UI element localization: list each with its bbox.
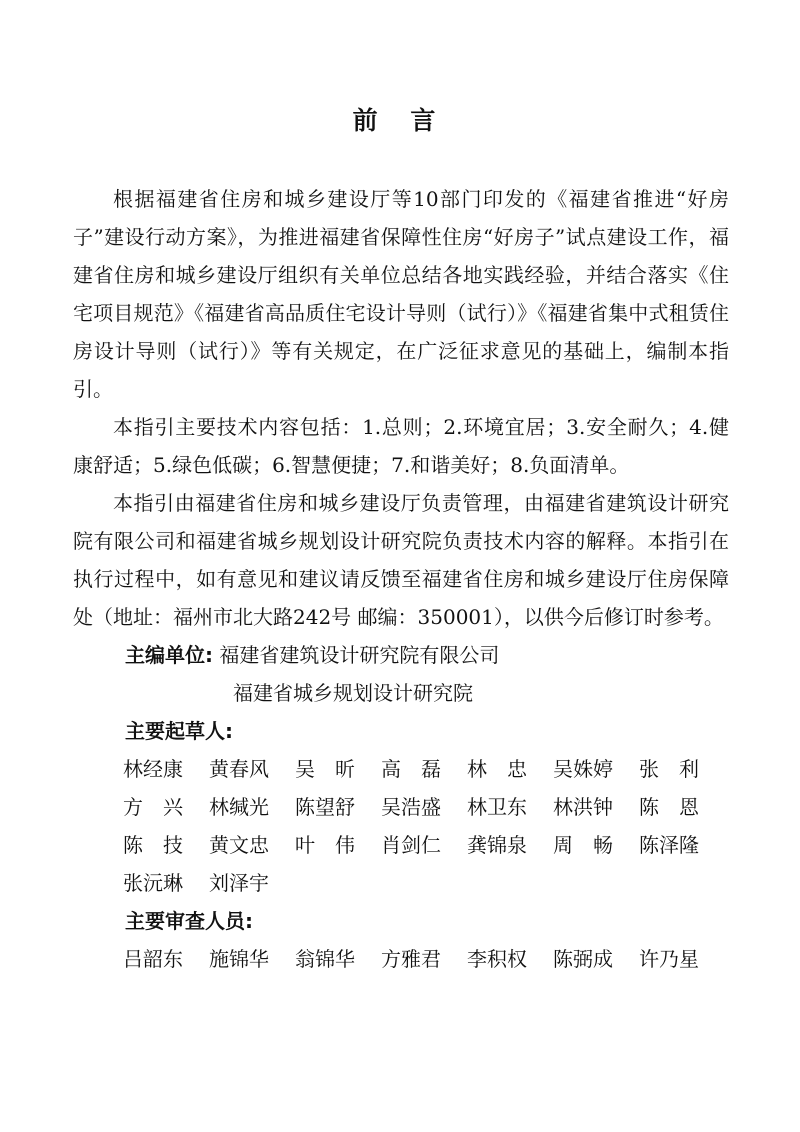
drafters-name: 林缄光 — [209, 795, 269, 819]
drafters-name: 张沅琳 — [123, 871, 183, 895]
chief-editor-unit: 福建省城乡规划设计研究院 — [233, 681, 473, 705]
drafters-name: 吴 昕 — [295, 757, 355, 781]
drafters-name: 张 利 — [639, 757, 699, 781]
drafters-name: 吴姝婷 — [553, 757, 613, 781]
drafters-name: 陈望舒 — [295, 795, 355, 819]
drafters-label: 主要起草人: — [125, 719, 233, 743]
reviewers-name: 方雅君 — [381, 947, 441, 971]
drafters-name: 叶 伟 — [295, 833, 355, 857]
drafters-name: 林经康 — [123, 757, 183, 781]
chief-editor-unit: 福建省建筑设计研究院有限公司 — [219, 643, 500, 667]
drafters-name: 刘泽宇 — [209, 871, 269, 895]
drafters-name: 林卫东 — [467, 795, 527, 819]
drafters-row — [73, 864, 729, 902]
drafters-row — [73, 788, 729, 826]
drafters-name: 龚锦泉 — [467, 833, 527, 857]
reviewers-name: 陈弼成 — [553, 947, 613, 971]
reviewers-list — [73, 940, 729, 978]
chief-editor-line — [73, 636, 729, 674]
reviewers-name: 施锦华 — [209, 947, 269, 971]
reviewers-name: 翁锦华 — [295, 947, 355, 971]
drafters-name: 高 磊 — [381, 757, 441, 781]
chief-editor-unit-line — [73, 674, 729, 712]
reviewers-name: 李积权 — [467, 947, 527, 971]
reviewers-label: 主要审查人员: — [125, 909, 253, 933]
drafters-name: 陈泽隆 — [639, 833, 699, 857]
document-body — [73, 180, 729, 978]
reviewers-row — [73, 940, 729, 978]
reviewers-name: 许乃星 — [639, 947, 699, 971]
drafters-row — [73, 750, 729, 788]
drafters-name: 吴浩盛 — [381, 795, 441, 819]
drafters-name: 周 畅 — [553, 833, 613, 857]
drafters-name: 黄春风 — [209, 757, 269, 781]
drafters-name: 林洪钟 — [553, 795, 613, 819]
drafters-name: 黄文忠 — [209, 833, 269, 857]
drafters-row — [73, 826, 729, 864]
drafters-name: 陈 恩 — [639, 795, 699, 819]
drafters-name: 陈 技 — [123, 833, 183, 857]
chief-editor-label: 主编单位: — [125, 643, 213, 667]
intro-paragraph: 根据福建省住房和城乡建设厅等10部门印发的《福建省推进“好房子”建设行动方案》，为推进福建省保障性住房“好房子”试点建设工作，福建省住房和城乡建设厅组织有关单位总结各地实践经验，并结合落实《住宅项目规范》《福建省高品质住宅设计导则（试行）》《福建省集中式租赁住房设计导则（试行）》等有关规定，在广泛征求意见的基础上，编制本指引。 — [73, 187, 729, 401]
drafters-list — [73, 750, 729, 902]
reviewers-name: 吕韶东 — [123, 947, 183, 971]
contents-paragraph: 本指引主要技术内容包括：1.总则；2.环境宜居；3.安全耐久；4.健康舒适；5.绿色低碳；6.智慧便捷；7.和谐美好；8.负面清单。 — [73, 415, 729, 477]
page-title: 前 言 — [352, 106, 448, 135]
management-paragraph: 本指引由福建省住房和城乡建设厅负责管理，由福建省建筑设计研究院有限公司和福建省城乡规划设计研究院负责技术内容的解释。本指引在执行过程中，如有意见和建议请反馈至福建省住房和城乡建设厅住房保障处（地址：福州市北大路242号 邮编：350001），以供今后修订时参考。 — [73, 491, 729, 629]
drafters-name: 方 兴 — [123, 795, 183, 819]
drafters-name: 肖剑仁 — [381, 833, 441, 857]
drafters-name: 林 忠 — [467, 757, 527, 781]
